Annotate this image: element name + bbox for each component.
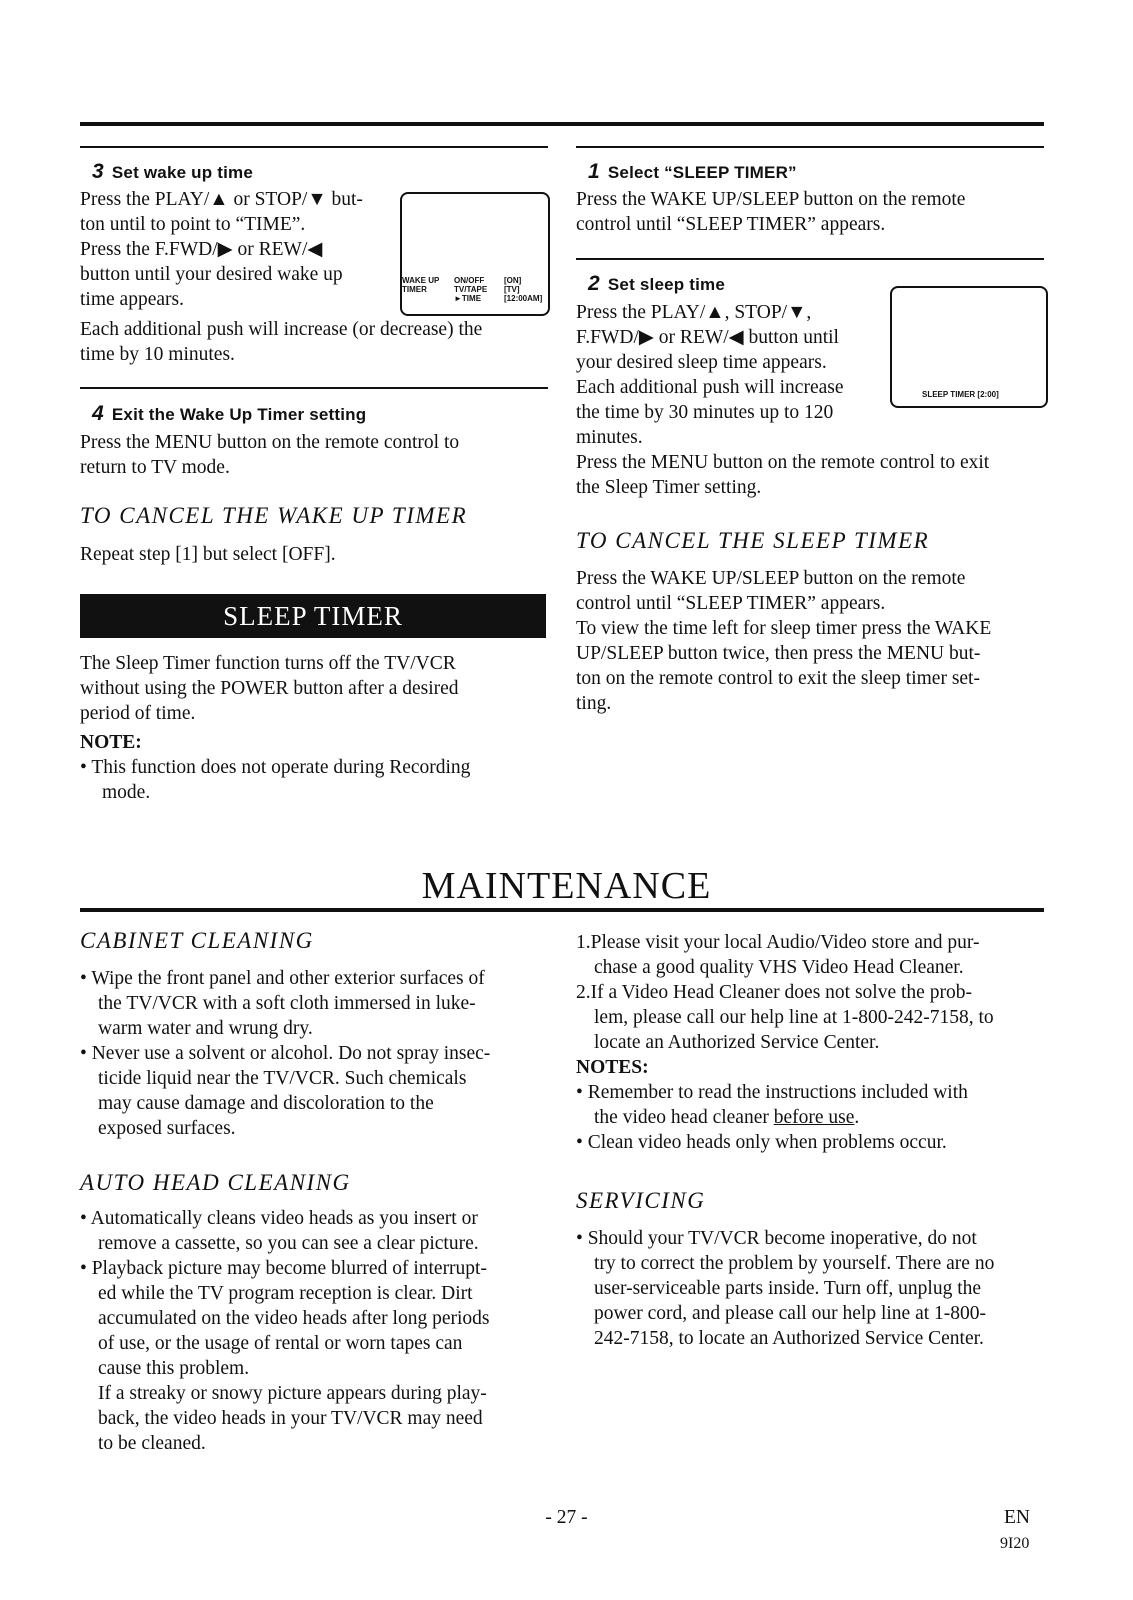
step4-text: Press the MENU button on the remote control to return to TV mode. — [80, 432, 460, 478]
osd-wake-up-label: WAKE UP TIMER — [402, 276, 440, 294]
right-column-rule — [576, 146, 1044, 148]
cancel-wake-heading: TO CANCEL THE WAKE UP TIMER — [80, 503, 468, 528]
osd-menu-labels: ON/OFF TV/TAPE ►TIME — [454, 276, 488, 303]
wake-timer-screen — [400, 192, 550, 316]
sleep-timer-screen — [890, 286, 1048, 408]
cabinet-cleaning-heading: CABINET CLEANING — [80, 928, 314, 953]
page-number: - 27 - — [545, 1507, 588, 1528]
step3-text: Press the PLAY/▲ or STOP/▼ but- ton until to point to “TIME”. Press the F.FWD/▶ or REW/◀ button until your desired wake up time appears. — [80, 189, 363, 310]
language-code: EN — [1004, 1507, 1030, 1528]
step2-text: Press the PLAY/▲, STOP/▼, F.FWD/▶ or REW/◀ button until your desired sleep time appears. Each additional push will increase the time by 30 minutes up to 120 minutes. Press the MENU button on the remote control to exit the Sleep Timer setting. — [576, 302, 990, 498]
maintenance-rule — [80, 908, 1044, 912]
sleep-note: NOTE: • This function does not operate during Recording mode. — [80, 732, 471, 803]
step3-extra-text: Each additional push will increase (or decrease) the time by 10 minutes. — [80, 319, 483, 365]
step4-heading: 4 Exit the Wake Up Timer setting — [92, 402, 367, 425]
servicing-text: • Should your TV/VCR become inoperative, do not try to correct the problem by yourself. There are no user-serviceable parts inside. Turn off, unplug the power cord, and please call our help line at 1-800- 242-7158, to locate an Authorized Service Center. — [576, 1228, 995, 1349]
step4-rule — [80, 387, 548, 389]
top-rule — [80, 122, 1044, 126]
osd-sleep-timer: SLEEP TIMER [2:00] — [922, 390, 999, 399]
sleep-description: The Sleep Timer function turns off the TV/VCR without using the POWER button after a desired period of time. — [80, 653, 459, 724]
cancel-wake-text: Repeat step [1] but select [OFF]. — [80, 544, 336, 565]
step2-heading: 2 Set sleep time — [588, 272, 726, 295]
step2-rule — [576, 258, 1044, 260]
step1-heading: 1 Select “SLEEP TIMER” — [588, 160, 797, 183]
auto-head-cleaning-text: • Automatically cleans video heads as you insert or remove a cassette, so you can see a clear picture. • Playback picture may become blurred of interrupt- ed while the TV program reception is clear. Dirt accumulated on the video heads after long periods of use, or the usage of rental or worn tapes can cause this problem. If a streaky or snowy picture appears during play- back, the video heads in your TV/VCR may need to be cleaned. — [80, 1208, 490, 1454]
head-cleaner-steps: 1.Please visit your local Audio/Video store and pur- chase a good quality VHS Video Head Cleaner. 2.If a Video Head Cleaner does not solve the prob- lem, please call our help line at 1-800-242-7158, to locate an Authorized Service Center. NOTES: • Remember to read the instructions included with the video head cleaner before use. • Clean video heads only when problems occur. — [576, 932, 994, 1153]
step1-text: Press the WAKE UP/SLEEP button on the remote control until “SLEEP TIMER” appears. — [576, 189, 966, 235]
auto-head-cleaning-heading: AUTO HEAD CLEANING — [80, 1170, 351, 1195]
document-code: 9I20 — [1000, 1535, 1030, 1552]
maintenance-title: MAINTENANCE — [421, 865, 712, 907]
servicing-heading: SERVICING — [576, 1188, 706, 1213]
cancel-sleep-text: Press the WAKE UP/SLEEP button on the remote control until “SLEEP TIMER” appears. To view the time left for sleep timer press the WAKE UP/SLEEP button twice, then press the MENU but- ton on the remote control to exit the sleep timer set- ting. — [576, 568, 992, 714]
before-use-underlined: before use — [773, 1107, 855, 1128]
cabinet-cleaning-text: • Wipe the front panel and other exterior surfaces of the TV/VCR with a soft cloth immersed in luke- warm water and wrung dry. • Never use a solvent or alcohol. Do not spray insec- ticide liquid near the TV/VCR. Such chemicals may cause damage and discoloration to the exposed surfaces. — [80, 968, 491, 1139]
step3-heading: 3 Set wake up time — [92, 160, 254, 183]
osd-menu-values: [ON] [TV] [12:00AM] — [504, 276, 543, 303]
left-column-rule — [80, 146, 548, 148]
cancel-sleep-heading: TO CANCEL THE SLEEP TIMER — [576, 528, 930, 553]
sleep-timer-banner: SLEEP TIMER — [80, 594, 546, 638]
